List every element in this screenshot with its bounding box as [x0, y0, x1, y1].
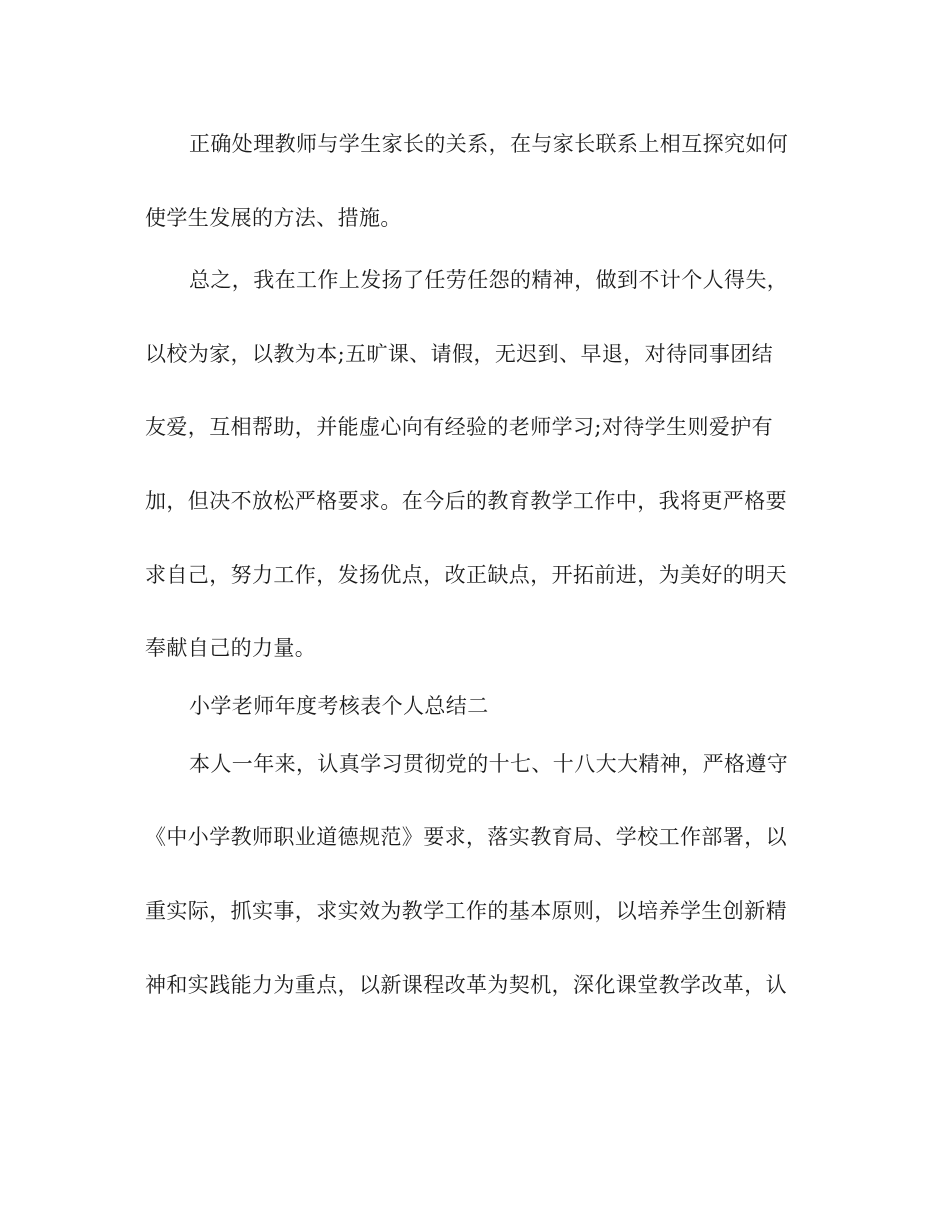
paragraph-line: 《中小学教师职业道德规范》要求，落实教育局、学校工作部署，以	[145, 825, 787, 849]
paragraph-line: 加，但决不放松严格要求。在今后的教育教学工作中，我将更严格要	[145, 489, 787, 513]
paragraph-line: 重实际，抓实事，求实效为教学工作的基本原则，以培养学生创新精	[145, 899, 787, 923]
paragraph-line: 使学生发展的方法、措施。	[145, 206, 402, 230]
paragraph-line: 总之，我在工作上发扬了任劳任怨的精神，做到不计个人得失，	[189, 268, 789, 292]
section-heading: 小学老师年度考核表个人总结二	[189, 694, 489, 718]
paragraph-line: 求自己，努力工作，发扬优点，改正缺点，开拓前进，为美好的明天	[145, 563, 787, 587]
paragraph-line: 神和实践能力为重点，以新课程改革为契机，深化课堂教学改革，认	[145, 973, 787, 997]
paragraph-line: 奉献自己的力量。	[145, 636, 317, 660]
paragraph-line: 正确处理教师与学生家长的关系，在与家长联系上相互探究如何	[189, 132, 789, 156]
paragraph-line: 本人一年来，认真学习贯彻党的十七、十八大大精神，严格遵守	[189, 752, 789, 776]
paragraph-line: 以校为家，以教为本;五旷课、请假，无迟到、早退，对待同事团结	[145, 342, 774, 366]
paragraph-line: 友爱，互相帮助，并能虚心向有经验的老师学习;对待学生则爱护有	[145, 415, 774, 439]
